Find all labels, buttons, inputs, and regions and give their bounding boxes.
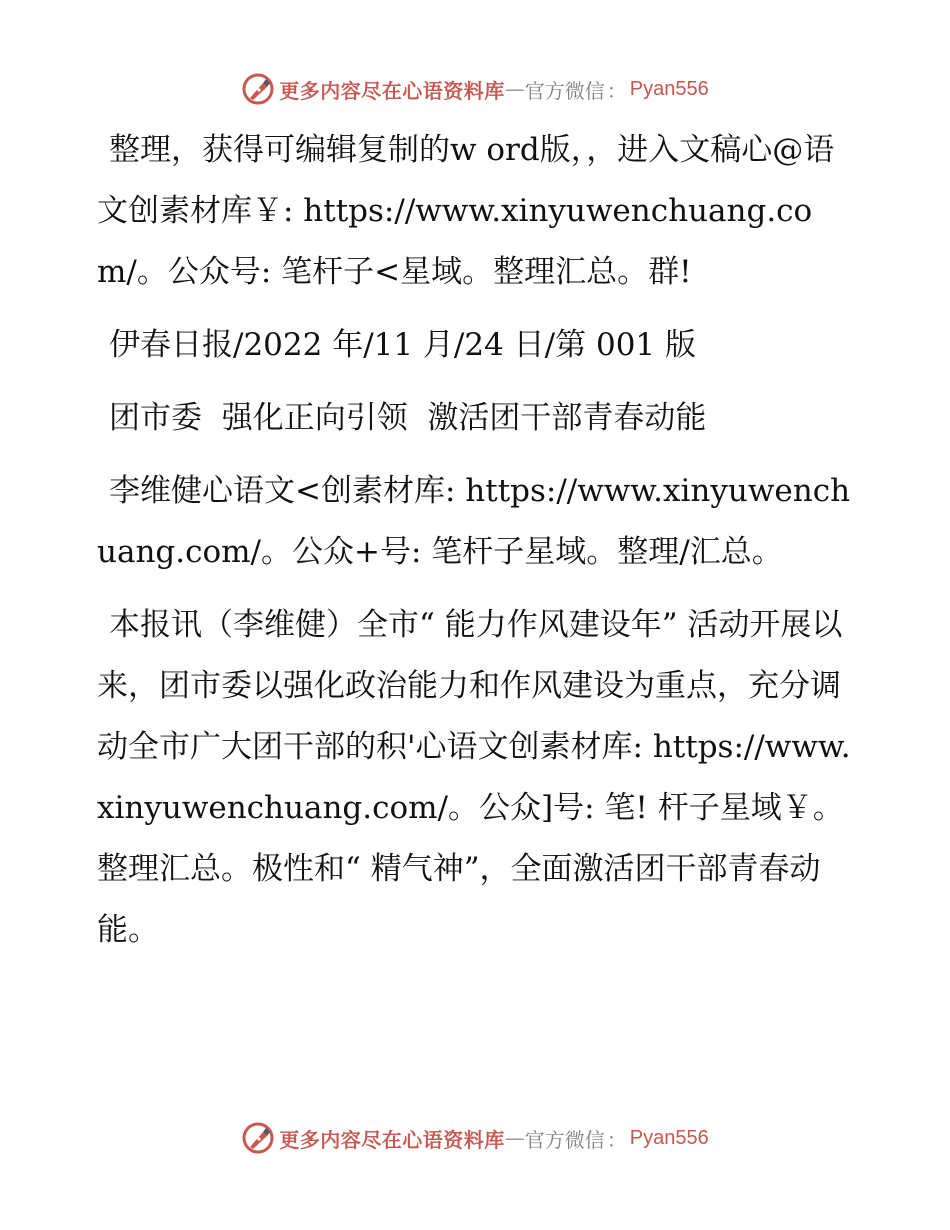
paragraph-body: 本报讯（李维健）全市“ 能力作风建设年” 活动开展以来，团市委以强化政治能力和作风建设为重点，充分调动全市广大团干部的积'心语文创素材库: https://www.xinyuwenchuang.com/。公众]号: 笔! 杆子星域￥。整理汇总。极性和“ 精气神”，全面激活团干部青春动能。 <box>97 607 851 948</box>
banner-colon: ： <box>606 1127 627 1152</box>
banner-label: 官方微信 <box>524 78 605 103</box>
footer-banner <box>0 1121 950 1155</box>
banner-text: 更多内容尽在心语资料库 <box>279 78 505 103</box>
wechat-id: Pyan556 <box>629 1126 709 1149</box>
banner-label: 官方微信 <box>524 1127 605 1152</box>
banner-text: 更多内容尽在心语资料库 <box>279 1127 505 1152</box>
pen-nib-logo-icon <box>241 1121 275 1155</box>
banner-separator: — <box>504 1126 525 1150</box>
banner-colon: ： <box>606 78 627 103</box>
document-body <box>97 120 857 973</box>
banner-separator: — <box>504 77 525 101</box>
article-title: 团市委 强化正向引领 激活团干部青春动能 <box>109 400 707 436</box>
paragraph-intro-note: 整理，获得可编辑复制的w ord版，，进入文稿心@语文创素材库￥: https://www.xinyuwenchuang.com/。公众号: 笔杆子<星域。整理汇总。群! <box>97 132 835 290</box>
pen-nib-logo-icon <box>241 72 275 106</box>
header-banner <box>0 72 950 106</box>
wechat-id: Pyan556 <box>629 77 709 100</box>
paragraph-author-line: 李维健心语文<创素材库: https://www.xinyuwenchuang.com/。公众+号: 笔杆子星域。整理/汇总。 <box>97 473 851 570</box>
paragraph-source-line: 伊春日报/2022 年/11 月/24 日/第 001 版 <box>109 327 697 363</box>
